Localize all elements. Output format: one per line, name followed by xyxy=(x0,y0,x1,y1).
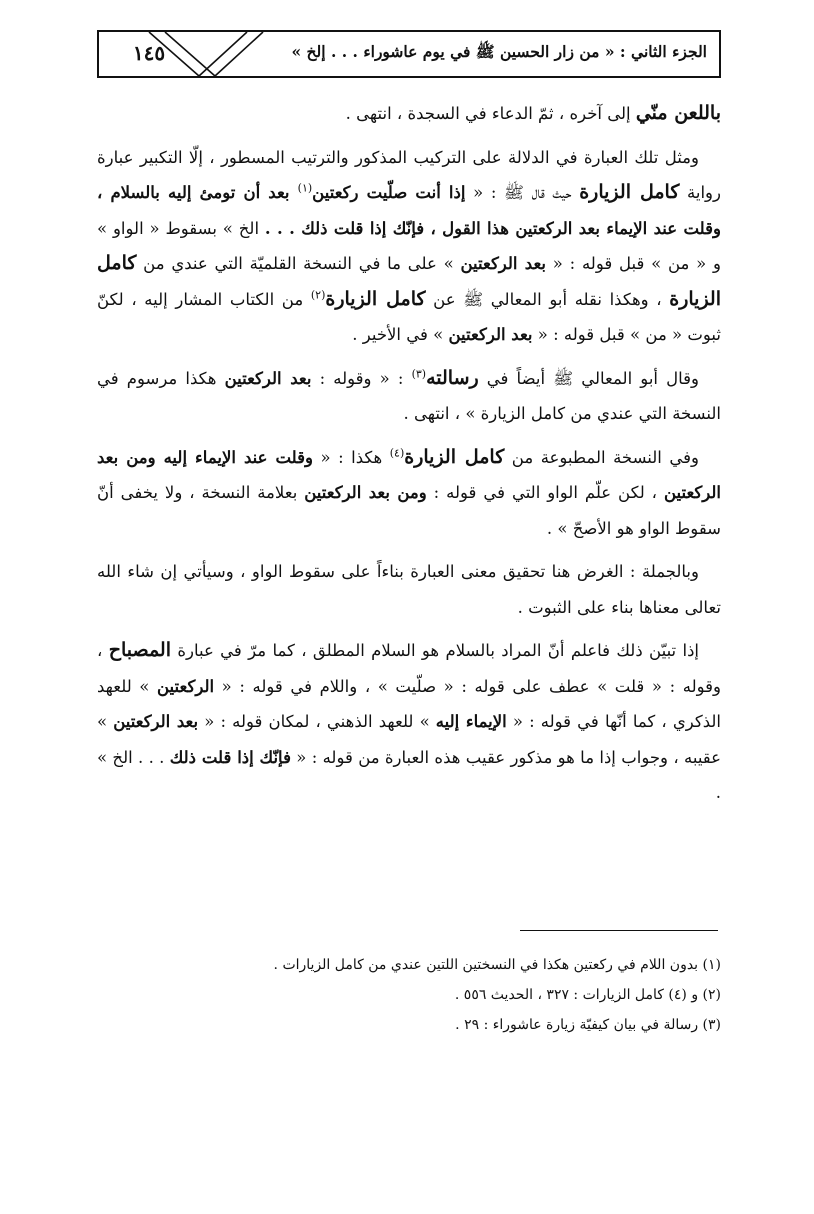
paragraph-1: باللعن منّي إلى آخره ، ثمّ الدعاء في السجدة ، انتهى . xyxy=(345,102,721,124)
paragraph-2: ومثل تلك العبارة في الدلالة على التركيب المذكور والترتيب المسطور ، إلّا التكبير عبارة رواية كامل الزيارة حيث قال ﷺ : « إذا أنت صلّيت ركعتين$^{(١)}$ بعد أن تومئ إليه بالسلام ، وقلت عند الإيماء بعد الركعتين هذا القول ، فإنّك إذا قلت ذلك . . . الخ » بسقوط « الواو » و « من » قبل قوله : « بعد الركعتين » على ما في النسخة القلميّة التي عندي من كامل الزيارة ، وهكذا نقله أبو المعالي ﷺ عن كامل الزيارة$^{(٢)}$ من الكتاب المشار إليه ، لكنّ ثبوت « من » قبل قوله : « بعد الركعتين » في الأخير . xyxy=(97,147,721,344)
footnote-ref: (٤) xyxy=(389,446,405,459)
page-number: ١٤٥ xyxy=(132,41,166,65)
footnote-2: (٢) و (٤) كامل الزيارات : ٣٢٧ ، الحديث ٥٥٦ . xyxy=(454,987,721,1003)
footnote-3: (٣) رسالة في بيان كيفيّة زيارة عاشوراء : ٢٩ . xyxy=(455,1017,721,1033)
paragraph-4: وفي النسخة المطبوعة من كامل الزيارة$^{(٤)}$ هكذا : « وقلت عند الإيماء إليه ومن بعد الركعتين ، لكن علّم الواو التي في قوله : ومن بعد الركعتين بعلامة النسخة ، ولا يخفى أنّ سقوط الواو هو الأصحّ » . xyxy=(97,445,722,538)
page-header xyxy=(97,30,721,78)
footnote-ref: (١) xyxy=(297,181,313,195)
paragraph-5: وبالجملة : الغرض هنا تحقيق معنى العبارة بناءاً على سقوط الواو ، وسيأتي إن شاء الله تعالى معناها بناء على الثبوت . xyxy=(97,562,721,617)
footnote-ref: (٣) xyxy=(411,367,427,380)
paragraph-6: إذا تبيّن ذلك فاعلم أنّ المراد بالسلام هو السلام المطلق ، كما مرّ في عبارة المصباح ، وقوله : « قلت » عطف على قوله : « صلّيت » ، واللام في قوله : « الركعتين » للعهد الذكري ، كما أنّها في قوله : « الإيماء إليه » للعهد الذهني ، لمكان قوله : « بعد الركعتين » عقيبه ، وجواب إذا ما هو مذكور عقيب هذه العبارة من قوله : « فإنّك إذا قلت ذلك . . . الخ » . xyxy=(97,639,722,802)
running-header-title: الجزء الثاني : « من زار الحسين ﷺ في يوم عاشوراء . . . إلخ » xyxy=(291,42,707,61)
footnote-1: (١) بدون اللام في ركعتين هكذا في النسختين اللتين عندي من كامل الزيارات . xyxy=(273,957,721,973)
footnotes xyxy=(97,950,721,1040)
main-text xyxy=(97,96,721,819)
footnote-ref: (٢) xyxy=(310,288,326,301)
footnote-separator xyxy=(520,930,718,931)
paragraph-3: وقال أبو المعالي ﷺ أيضاً في رسالته$^{(٣)}$ : « وقوله : بعد الركعتين هكذا مرسوم في النسخة التي عندي من كامل الزيارة » ، انتهى . xyxy=(97,366,721,423)
